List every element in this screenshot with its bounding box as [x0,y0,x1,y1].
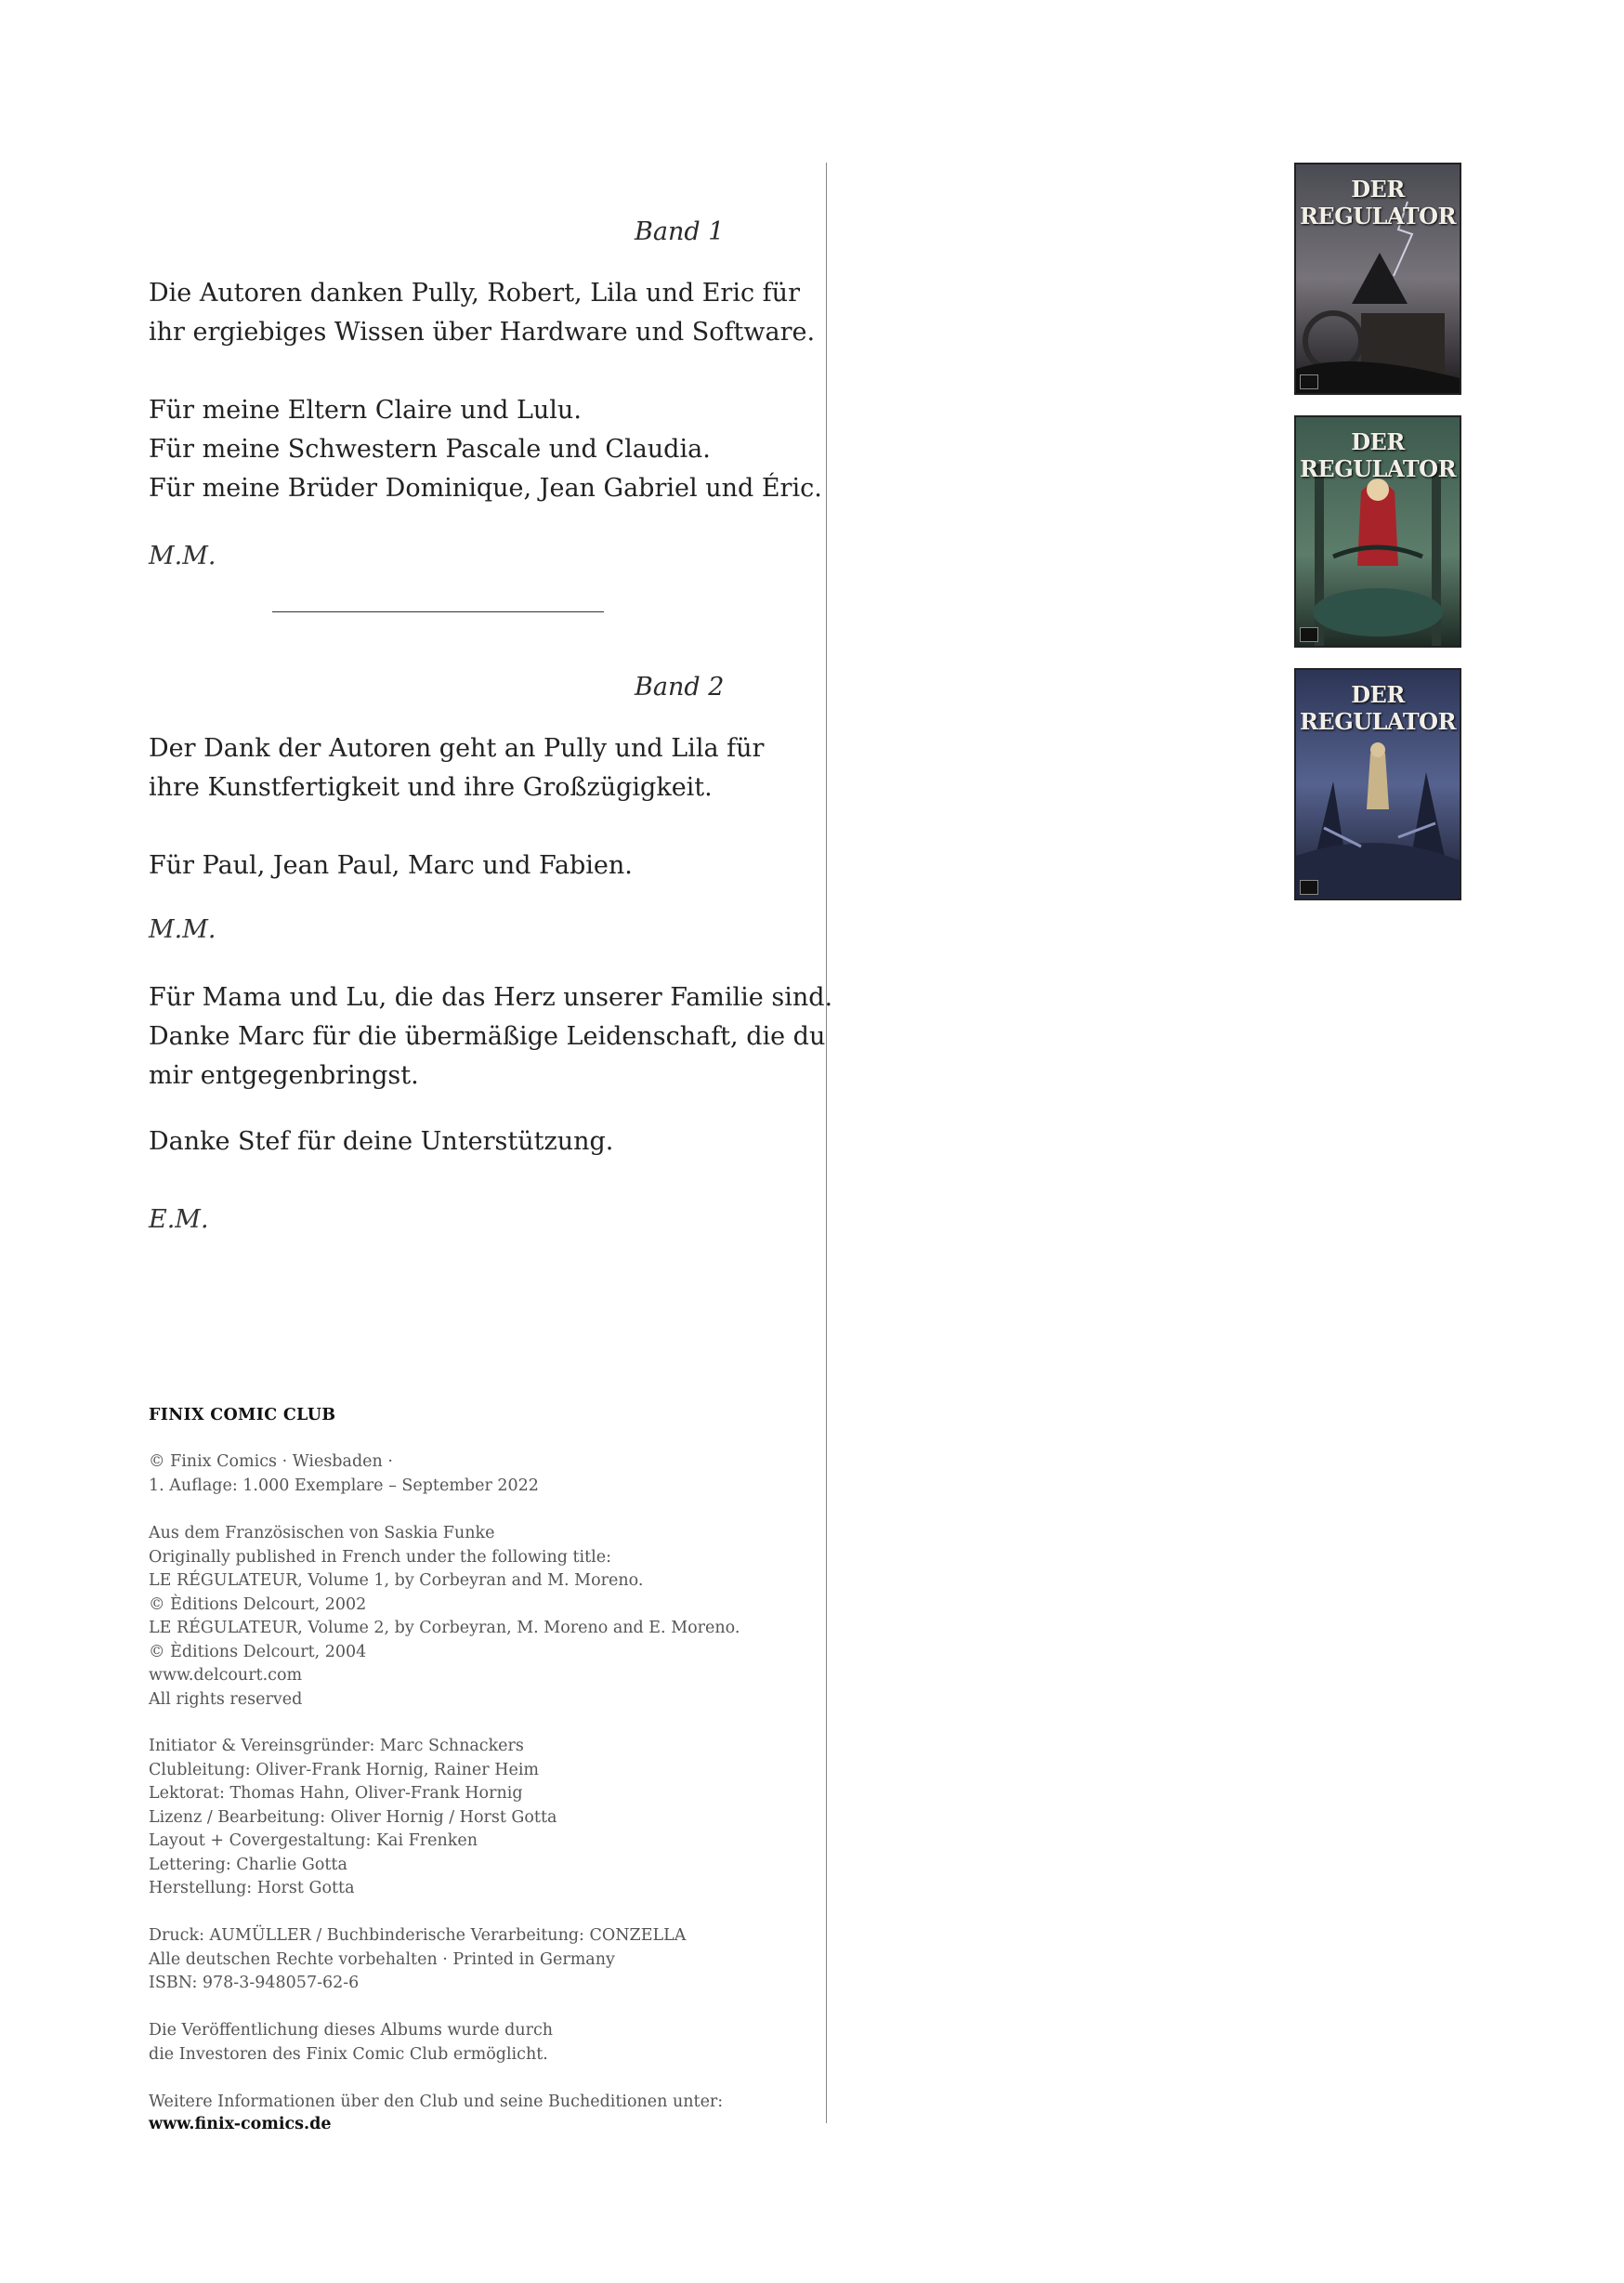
imprint-more-info: Weitere Informationen über den Club und seine Bucheditionen unter: [149,2093,724,2111]
band2-thanks-line-1: Der Dank der Autoren geht an Pully und Lila für [149,734,765,763]
imprint-line: Aus dem Französischen von Saskia Funke [149,1524,495,1542]
band2-dedication: Für Paul, Jean Paul, Marc und Fabien. [149,851,633,880]
finix-logo-icon [1300,880,1318,895]
imprint-block-2 [149,1522,740,1712]
volume-1-cover[interactable] [1294,163,1461,395]
band1-heading: Band 1 [635,217,725,246]
band2-signature-1: M.M. [149,915,216,944]
volume-3-cover[interactable] [1294,668,1461,900]
band1-dedication-3: Für meine Brüder Dominique, Jean Gabriel und Éric. [149,474,822,503]
band2-family-line-2: Danke Marc für die übermäßige Leidenschaft, die du [149,1022,826,1051]
imprint-title: FINIX COMIC CLUB [149,1406,336,1424]
volume-2-cover[interactable] [1294,415,1461,648]
finix-logo-icon [1300,374,1318,389]
band1-dedication-2: Für meine Schwestern Pascale und Claudia. [149,435,711,464]
band2-stef: Danke Stef für deine Unterstützung. [149,1127,614,1156]
band2-thanks [149,729,764,807]
band1-thanks-line-1: Die Autoren danken Pully, Robert, Lila und Eric für [149,279,800,308]
band1-thanks-line-2: ihr ergiebiges Wissen über Hardware und Software. [149,318,816,347]
band2-family [149,978,832,1096]
imprint-line: die Investoren des Finix Comic Club ermöglicht. [149,2044,548,2064]
band1-thanks [149,274,815,352]
imprint-website-link[interactable]: www.finix-comics.de [149,2115,332,2133]
imprint-block-4 [149,1924,686,1996]
imprint-line: LE RÉGULATEUR, Volume 2, by Corbeyran, M. Moreno and E. Moreno. [149,1619,740,1637]
imprint-line: www.delcourt.com [149,1666,303,1685]
imprint-line: 1. Auflage: 1.000 Exemplare – September 2022 [149,1476,539,1495]
band1-dedication-1: Für meine Eltern Claire und Lulu. [149,396,582,425]
imprint-line: © Èditions Delcourt, 2004 [149,1642,367,1661]
band2-heading: Band 2 [635,673,725,702]
band1-dedications [149,391,822,508]
finix-logo-icon [1300,627,1318,642]
imprint-line: Lizenz / Bearbeitung: Oliver Hornig / Horst Gotta [149,1807,557,1827]
band1-signature: M.M. [149,542,216,571]
imprint-line: Die Veröffentlichung dieses Albums wurde durch [149,2021,554,2040]
imprint-line: © Èditions Delcourt, 2002 [149,1594,367,1614]
volume-3-cover-title: DER REGULATOR [1299,681,1457,735]
imprint-line: Lettering: Charlie Gotta [149,1855,347,1874]
imprint-line: © Finix Comics · Wiesbaden · [149,1452,393,1471]
volume-2-cover-title: DER REGULATOR [1299,428,1457,482]
band2-dedication-wrap [149,846,633,886]
imprint-block-3 [149,1735,557,1901]
section-divider [272,611,604,612]
imprint-line: Herstellung: Horst Gotta [149,1879,355,1897]
imprint-line: LE RÉGULATEUR, Volume 1, by Corbeyran and M. Moreno. [149,1571,644,1590]
band2-family-line-1: Für Mama und Lu, die das Herz unserer Familie sind. [149,983,833,1012]
imprint-line: ISBN: 978-3-948057-62-6 [149,1974,360,1992]
imprint-line: Lektorat: Thomas Hahn, Oliver-Frank Hornig [149,1784,523,1803]
band2-family-line-3: mir entgegenbringst. [149,1061,419,1090]
imprint-line: Initiator & Vereinsgründer: Marc Schnackers [149,1737,524,1755]
imprint-line: Originally published in French under the following title: [149,1547,612,1567]
column-divider [826,163,827,2123]
imprint-line: Clubleitung: Oliver-Frank Hornig, Rainer Heim [149,1760,540,1779]
band2-stef-wrap [149,1122,613,1161]
imprint-line: All rights reserved [149,1689,303,1709]
volume-1-cover-title: DER REGULATOR [1299,176,1457,230]
imprint-line: Alle deutschen Rechte vorbehalten · Printed in Germany [149,1949,615,1969]
band2-signature-2: E.M. [149,1205,209,1234]
imprint-block-1 [149,1450,539,1498]
imprint-block-5 [149,2019,553,2067]
imprint-line: Druck: AUMÜLLER / Buchbinderische Verarbeitung: CONZELLA [149,1926,687,1945]
imprint-line: Layout + Covergestaltung: Kai Frenken [149,1831,478,1850]
band2-thanks-line-2: ihre Kunstfertigkeit und ihre Großzügigkeit. [149,773,713,802]
